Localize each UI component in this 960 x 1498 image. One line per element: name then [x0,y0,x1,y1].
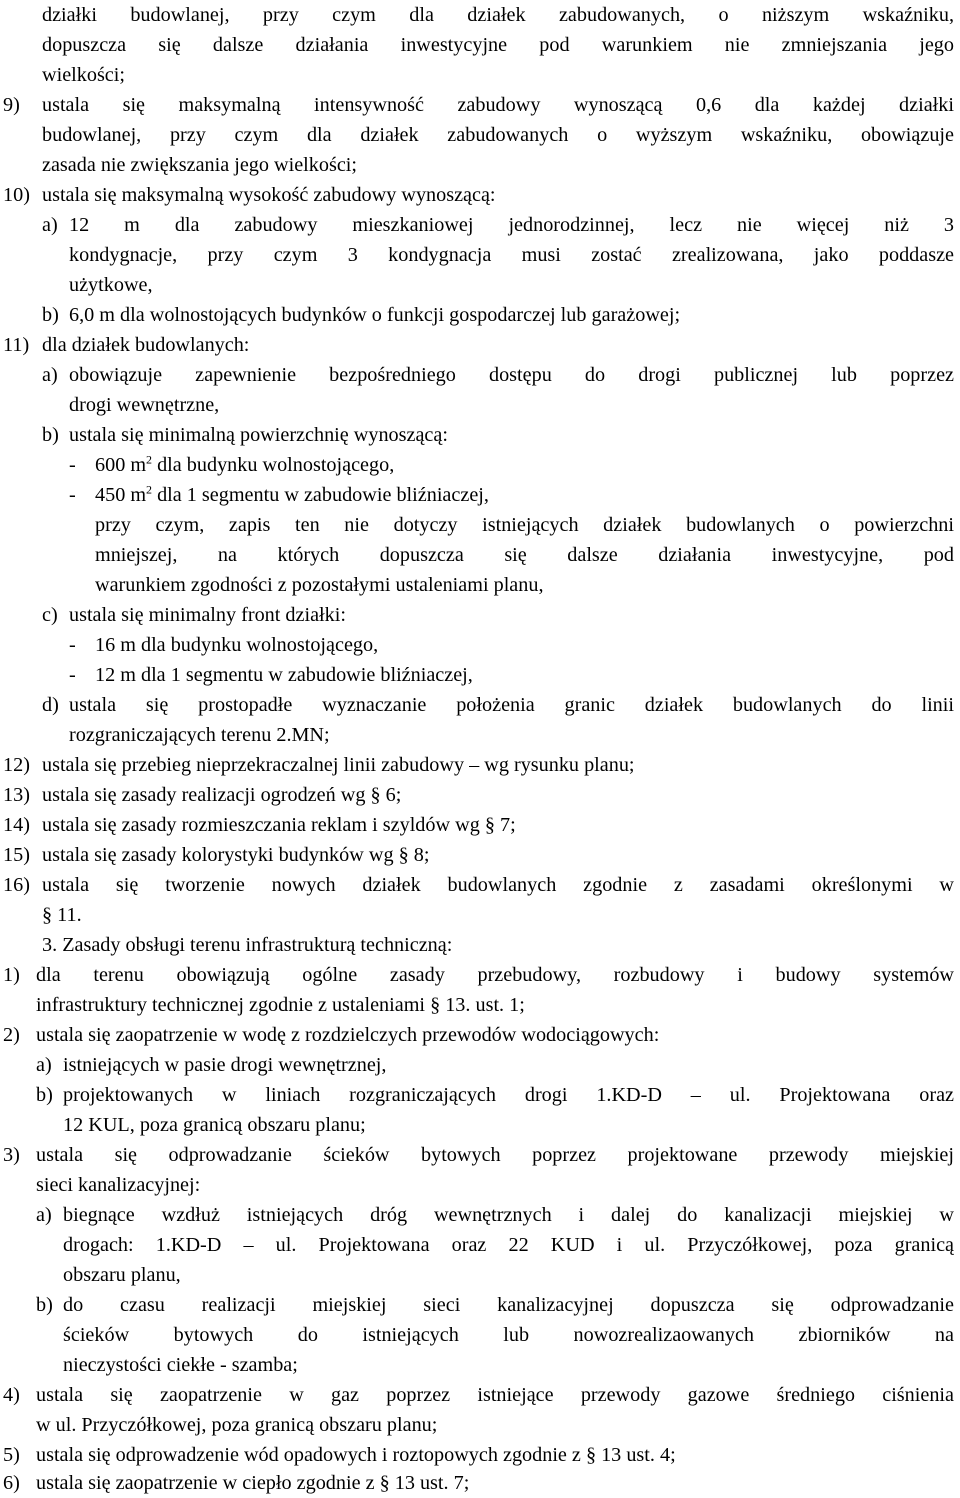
list-marker: b) [42,424,59,446]
text-line: nieczystości ciekłe - szamba; [63,1354,298,1376]
text-line: ustala się przebieg nieprzekraczalnej linii zabudowy – wg rysunku planu; [42,754,635,776]
list-marker: a) [42,364,58,386]
list-marker: b) [36,1084,53,1106]
text-line: 6,0 m dla wolnostojących budynków o funkcji gospodarczej lub garażowej; [69,304,681,326]
list-marker: 5) [3,1444,20,1466]
superscript: 2 [146,452,153,467]
text-line: ustala się odprowadzenie wód opadowych i roztopowych zgodnie z § 13 ust. 4; [36,1444,676,1466]
list-marker: - [69,454,76,476]
text-line: drogi wewnętrzne, [69,394,220,416]
text-line: infrastruktury technicznej zgodnie z ustaleniami § 13. ust. 1; [36,994,525,1016]
text-segment: 600 m [95,454,147,476]
text-line: ustala się minimalny front działki: [69,604,346,626]
list-marker: 6) [3,1472,20,1494]
list-marker: 15) [3,844,30,866]
list-marker: 4) [3,1384,20,1406]
list-marker: 11) [3,334,30,356]
list-marker: 10) [3,184,30,206]
text-line: dla działek budowlanych: [42,334,250,356]
text-line: dopuszcza się dalsze działania inwestycyjne pod warunkiem nie zmniejszania jego [42,34,954,56]
text-line: 12 m dla zabudowy mieszkaniowej jednorodzinnej, lecz nie więcej niż 3 [69,214,954,236]
text-line: 12 m dla 1 segmentu w zabudowie bliźniaczej, [95,664,473,686]
text-line: ścieków bytowych do istniejących lub nowozrealizaowanych zbiorników na [63,1324,954,1346]
text-line: ustala się maksymalną intensywność zabudowy wynoszącą 0,6 dla każdej działki [42,94,954,116]
text-line: ustala się odprowadzanie ścieków bytowych poprzez projektowane przewody miejskiej [36,1144,954,1166]
text-line: ustala się zasady rozmieszczania reklam i szyldów wg § 7; [42,814,516,836]
text-line: 12 KUL, poza granicą obszaru planu; [63,1114,366,1136]
list-marker: 1) [3,964,20,986]
text-segment: dla 1 segmentu w zabudowie bliźniaczej, [152,484,489,506]
list-marker: d) [42,694,59,716]
list-marker: a) [36,1054,52,1076]
list-marker: 2) [3,1024,20,1046]
list-marker: 14) [3,814,30,836]
list-marker: 9) [3,94,20,116]
list-marker: a) [42,214,58,236]
text-line: ustala się zaopatrzenie w ciepło zgodnie z § 13 ust. 7; [36,1472,470,1494]
text-line: § 11. [42,904,82,926]
text-segment: dla budynku wolnostojącego, [152,454,395,476]
list-marker: 13) [3,784,30,806]
text-line [95,480,489,510]
text-line: dla terenu obowiązują ogólne zasady przebudowy, rozbudowy i budowy systemów [36,964,954,986]
text-line [95,450,394,480]
text-line: drogach: 1.KD-D – ul. Projektowana oraz 22 KUD i ul. Przyczółkowej, poza granicą [63,1234,954,1256]
text-line: przy czym, zapis ten nie dotyczy istniejących działek budowlanych o powierzchni [95,514,954,536]
text-line: mniejszej, na których dopuszcza się dalsze działania inwestycyjne, pod [95,544,954,566]
text-line: budowlanej, przy czym dla działek zabudowanych o wyższym wskaźniku, obowiązuje [42,124,954,146]
list-marker: 3) [3,1144,20,1166]
list-marker: b) [36,1294,53,1316]
text-line: wielkości; [42,64,125,86]
text-line: ustala się zasady kolorystyki budynków wg § 8; [42,844,430,866]
list-marker: 12) [3,754,30,776]
text-line: ustala się maksymalną wysokość zabudowy wynoszącą: [42,184,496,206]
text-line: ustala się prostopadłe wyznaczanie położenia granic działek budowlanych do linii [69,694,954,716]
list-marker: a) [36,1204,52,1226]
text-line: kondygnacje, przy czym 3 kondygnacja musi zostać zrealizowana, jako poddasze [69,244,954,266]
text-line: 3. Zasady obsługi terenu infrastrukturą techniczną: [42,934,453,956]
text-line: ustala się zasady realizacji ogrodzeń wg § 6; [42,784,402,806]
text-line: ustala się minimalną powierzchnię wynoszącą: [69,424,448,446]
list-marker: - [69,664,76,686]
text-line: ustala się tworzenie nowych działek budowlanych zgodnie z zasadami określonymi w [42,874,954,896]
text-line: zasada nie zwiększania jego wielkości; [42,154,358,176]
text-line: w ul. Przyczółkowej, poza granicą obszaru planu; [36,1414,438,1436]
text-line: istniejących w pasie drogi wewnętrznej, [63,1054,387,1076]
text-line: obowiązuje zapewnienie bezpośredniego dostępu do drogi publicznej lub poprzez [69,364,954,386]
list-marker: b) [42,304,59,326]
list-marker: - [69,634,76,656]
text-line: rozgraniczających terenu 2.MN; [69,724,330,746]
text-line: użytkowe, [69,274,153,296]
text-line: biegnące wzdłuż istniejących dróg wewnętrznych i dalej do kanalizacji miejskiej w [63,1204,954,1226]
text-segment: 450 m [95,484,147,506]
list-marker: - [69,484,76,506]
text-line: projektowanych w liniach rozgraniczających drogi 1.KD-D – ul. Projektowana oraz [63,1084,954,1106]
text-line: obszaru planu, [63,1264,181,1286]
text-line: działki budowlanej, przy czym dla działek zabudowanych, o niższym wskaźniku, [42,4,954,26]
text-line: ustala się zaopatrzenie w wodę z rozdzielczych przewodów wodociągowych: [36,1024,660,1046]
text-line: 16 m dla budynku wolnostojącego, [95,634,379,656]
text-line: sieci kanalizacyjnej: [36,1174,201,1196]
list-marker: c) [42,604,58,626]
superscript: 2 [146,482,153,497]
text-line: warunkiem zgodności z pozostałymi ustaleniami planu, [95,574,544,596]
list-marker: 16) [3,874,30,896]
text-line: do czasu realizacji miejskiej sieci kanalizacyjnej dopuszcza się odprowadzanie [63,1294,954,1316]
text-line: ustala się zaopatrzenie w gaz poprzez istniejące przewody gazowe średniego ciśnienia [36,1384,954,1406]
